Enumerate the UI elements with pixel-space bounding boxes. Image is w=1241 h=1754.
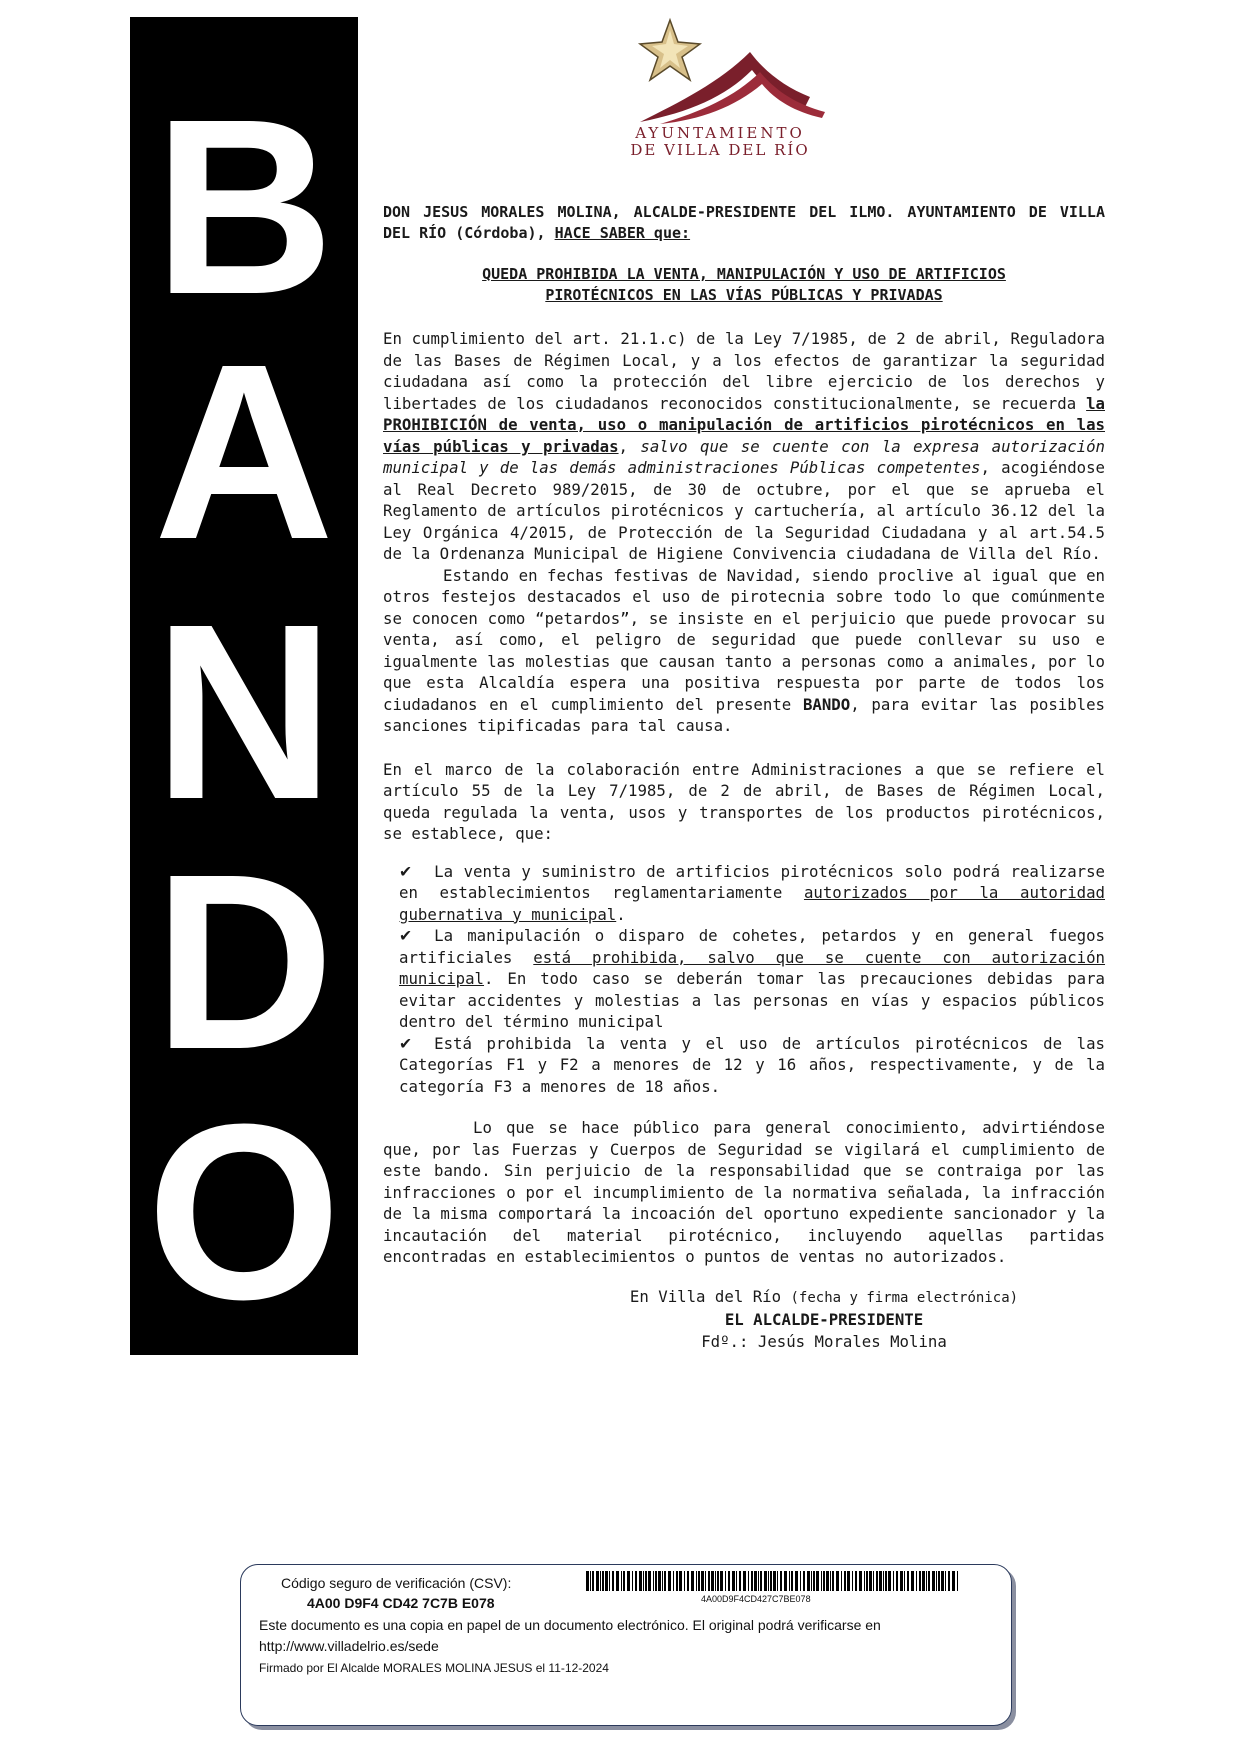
csv-signed-by: Firmado por El Alcalde MORALES MOLINA JESUS el 11-12-2024 bbox=[259, 1661, 609, 1675]
title-line2: PIROTÉCNICOS EN LAS VÍAS PÚBLICAS Y PRIVADAS bbox=[545, 286, 943, 304]
paragraph-3: En el marco de la colaboración entre Administraciones a que se refiere el artículo 55 de la Ley 7/1985, de 2 de abril, de Bases de Régimen Local, queda regulada la venta, usos y transportes de los productos pirotécnicos, se establece, que: bbox=[383, 759, 1105, 843]
csv-label: Código seguro de verificación (CSV): bbox=[281, 1575, 512, 1591]
p1-text-b: , bbox=[618, 436, 641, 456]
document-title bbox=[383, 264, 1105, 306]
paragraph-4 bbox=[383, 1117, 1105, 1268]
csv-code: 4A00 D9F4 CD42 7C7B E078 bbox=[307, 1595, 495, 1611]
item1-text-a: La venta y suministro de artificios pirotécnicos solo podrá realizarse en establecimientos reglamentariamente bbox=[399, 861, 1105, 902]
band-letter-b: B bbox=[153, 67, 335, 346]
barcode-icon bbox=[586, 1571, 961, 1591]
item3-text: Está prohibida la venta y el uso de artículos pirotécnicos de las Categorías F1 y F2 a menores de 12 y 16 años, respectivamente, y de la categoría F3 a menores de 18 años. bbox=[399, 1033, 1105, 1096]
hace-saber: HACE SABER que: bbox=[554, 224, 691, 242]
header-paragraph bbox=[383, 202, 1105, 244]
signature-role: EL ALCALDE-PRESIDENTE bbox=[724, 1310, 924, 1329]
band-letter-o: O bbox=[146, 1072, 342, 1351]
checkmark-icon: ✔ bbox=[399, 1033, 413, 1053]
signature-block bbox=[543, 1286, 1105, 1353]
paragraph-2 bbox=[383, 565, 1105, 737]
sign-note: (fecha y firma electrónica) bbox=[790, 1289, 1019, 1306]
title-line1: QUEDA PROHIBIDA LA VENTA, MANIPULACIÓN Y USO DE ARTIFICIOS bbox=[482, 265, 1006, 283]
signature-place bbox=[543, 1286, 1105, 1310]
list-item bbox=[399, 861, 1105, 926]
item2-underlined: está prohibida, salvo que se cuente con autorización municipal bbox=[399, 947, 1106, 988]
band-letter-d: D bbox=[153, 822, 335, 1101]
p1-text-a: En cumplimiento del art. 21.1.c) de la Ley 7/1985, de 2 de abril, Reguladora de las Bases de Régimen Local, y a los efectos de garantizar la seguridad ciudadana así como la protección del libre ejercicio de los derechos y libertades de los ciudadanos reconocidos constitucionalmente, se recuerda bbox=[383, 329, 1105, 413]
list-item bbox=[399, 925, 1105, 1033]
csv-verification-box bbox=[240, 1564, 1012, 1726]
csv-note-line2[interactable]: http://www.villadelrio.es/sede bbox=[259, 1638, 439, 1654]
check-list bbox=[399, 861, 1105, 1098]
band-letter-a: A bbox=[153, 312, 335, 591]
p2-text-a: Estando en fechas festivas de Navidad, siendo proclive al igual que en otros festejos destacados el uso de pirotecnia sobre todo lo que comúnmente se conocen como “petardos”, se insiste en el perjuicio que puede provocar su venta, así como, el peligro de seguridad que puede conllevar su uso e igualmente las molestias que causan tanto a personas como a animales, por lo que esta Alcaldía espera una positiva respuesta por parte de todos los ciudadanos en el cumplimiento del presente bbox=[383, 565, 1105, 714]
p4-lead: Lo bbox=[473, 1118, 492, 1137]
p2-bando: BANDO bbox=[802, 694, 851, 714]
document-body bbox=[383, 202, 1105, 1352]
sign-place: En Villa del Río bbox=[629, 1286, 791, 1306]
signature-name: Fdº.: Jesús Morales Molina bbox=[701, 1331, 947, 1351]
item2-text-b: . En todo caso se deberán tomar las precauciones debidas para evitar accidentes y molestias a las personas en vías y espacios públicos dentro del término municipal bbox=[399, 969, 1105, 1031]
header-text: DON JESUS MORALES MOLINA, ALCALDE-PRESIDENTE DEL ILMO. AYUNTAMIENTO DE VILLA DEL RÍO (Córdoba), bbox=[383, 203, 1105, 242]
barcode-text: 4A00D9F4CD427C7BE078 bbox=[701, 1594, 811, 1604]
item2-text-a: La manipulación o disparo de cohetes, petardos y en general fuegos artificiales bbox=[399, 926, 1105, 967]
logo-line2: DE VILLA DEL RÍO bbox=[630, 141, 810, 159]
csv-note-line1: Este documento es una copia en papel de un documento electrónico. El original podrá verificarse en bbox=[259, 1617, 881, 1633]
list-item bbox=[399, 1033, 1105, 1098]
municipal-logo bbox=[600, 12, 840, 172]
item1-underlined: autorizados por la autoridad gubernativa y municipal bbox=[399, 883, 1106, 924]
p1-text-c: , acogiéndose al Real Decreto 989/2015, de 30 de octubre, por el que se aprueba el Reglamento de artículos pirotécnicos y cartuchería, al artículo 36.12 del la Ley Orgánica 4/2015, de Protección de la Seguridad Ciudadana y al art.54.5 de la Ordenanza Municipal de Higiene Convivencia ciudadana de Villa del Río. bbox=[383, 458, 1106, 563]
side-vertical-code bbox=[225, 1612, 235, 1692]
p1-prohibition: la PROHIBICIÓN de venta, uso o manipulación de artificios pirotécnicos en las vías públicas y privadas bbox=[383, 393, 1105, 456]
bando-band bbox=[130, 17, 358, 1355]
p2-text-b: , para evitar las posibles sanciones tipificadas para tal causa. bbox=[383, 694, 1105, 735]
p1-exception: salvo que se cuente con la expresa autorización municipal y de las demás administraciones Públicas competentes bbox=[383, 436, 1105, 477]
paragraph-1 bbox=[383, 328, 1105, 565]
star-emblem-icon bbox=[600, 12, 840, 132]
p4-text: que se hace público para general conocimiento, advirtiéndose que, por las Fuerzas y Cuerpos de Seguridad se vigilará el cumplimiento de este bando. Sin perjuicio de la responsabilidad que se contraiga por las infracciones o por el incumplimiento de la normativa señalada, la infracción de la misma comportará la incoación del oportuno expediente sancionador y la incautación del material pirotécnico, incluyendo aquellas partidas encontradas en establecimientos o puntos de ventas no autorizados. bbox=[383, 1118, 1105, 1266]
item1-text-b: . bbox=[616, 904, 626, 924]
logo-line1: AYUNTAMIENTO bbox=[635, 124, 805, 142]
checkmark-icon: ✔ bbox=[399, 926, 413, 945]
checkmark-icon: ✔ bbox=[399, 861, 413, 881]
band-letter-n: N bbox=[153, 572, 335, 851]
